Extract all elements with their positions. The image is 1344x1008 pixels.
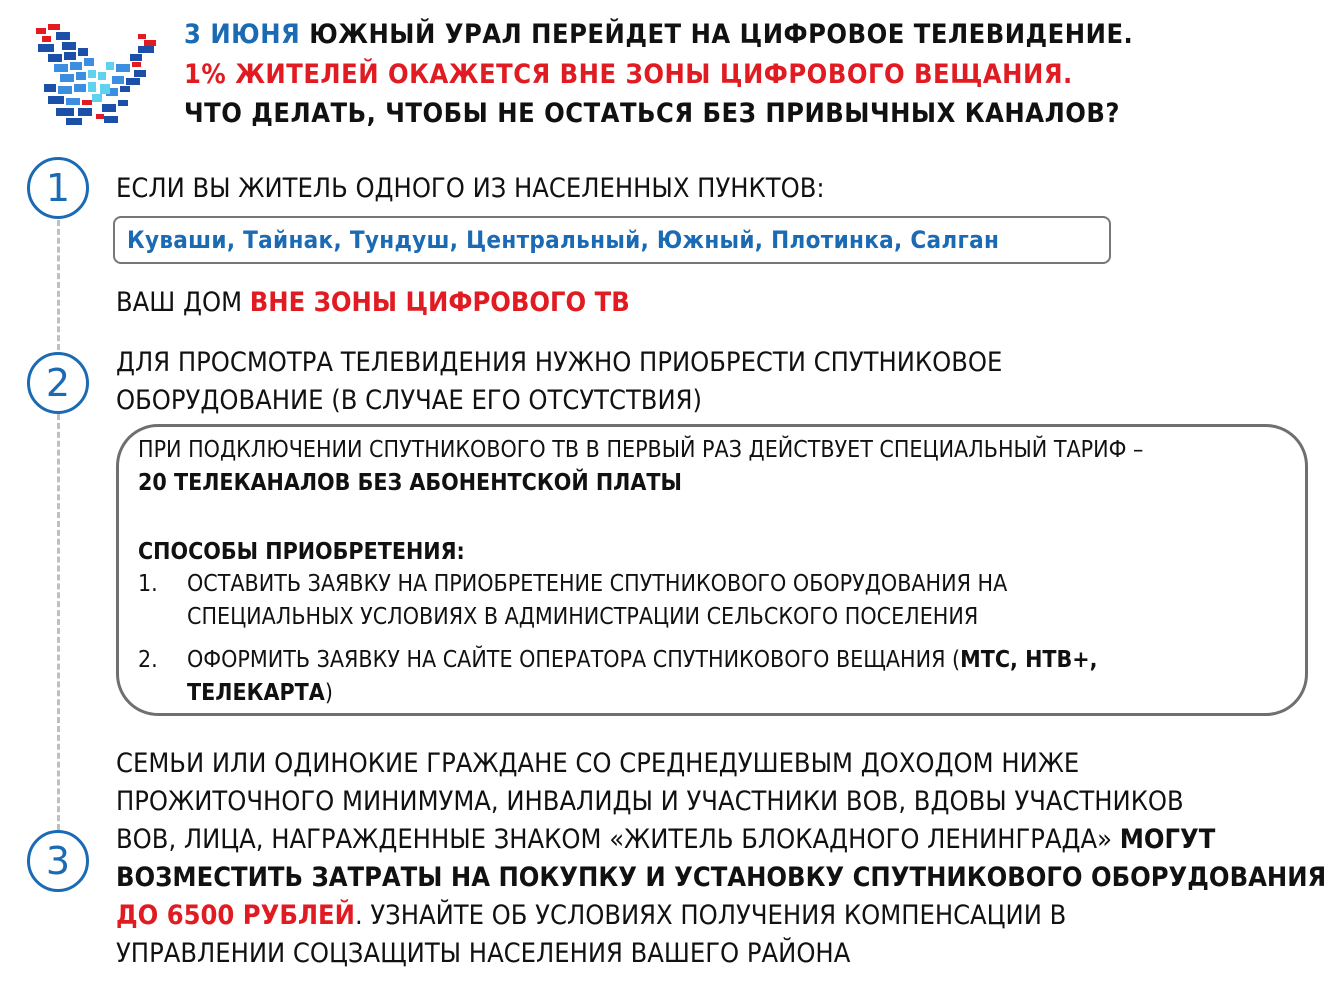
- step-3-line-5: [116, 897, 1066, 935]
- step-3-circle: 3: [27, 830, 89, 892]
- step-1-circle: 1: [27, 157, 89, 219]
- step-3-can: МОГУТ: [1119, 824, 1216, 855]
- method-1-number: 1.: [138, 571, 158, 597]
- method-2-close-paren: ): [324, 680, 333, 706]
- step-2-line-2: ОБОРУДОВАНИЕ (В СЛУЧАЕ ЕГО ОТСУТСТВИЯ): [116, 385, 702, 416]
- step-3-line-6: УПРАВЛЕНИИ СОЦЗАЩИТЫ НАСЕЛЕНИЯ ВАШЕГО РАЙОНА: [116, 938, 851, 969]
- step-3-line-1: СЕМЬИ ИЛИ ОДИНОКИЕ ГРАЖДАНЕ СО СРЕДНЕДУШЕВЫМ ДОХОДОМ НИЖЕ: [116, 748, 1080, 779]
- tariff-line-2: [138, 467, 682, 499]
- step-3-learn-more: . УЗНАЙТЕ ОБ УСЛОВИЯХ ПОЛУЧЕНИЯ КОМПЕНСАЦИИ В: [354, 900, 1067, 931]
- method-2-operator-telekarta: ТЕЛЕКАРТА: [187, 680, 325, 706]
- step-connector-line: [57, 414, 60, 830]
- methods-title-text: СПОСОБЫ ПРИОБРЕТЕНИЯ:: [138, 539, 465, 565]
- villages-list: Куваши, Тайнак, Тундуш, Центральный, Южный, Плотинка, Салган: [113, 216, 1111, 264]
- headline-line-2: 1% ЖИТЕЛЕЙ ОКАЖЕТСЯ ВНЕ ЗОНЫ ЦИФРОВОГО ВЕЩАНИЯ.: [184, 59, 1073, 90]
- result-prefix: ВАШ ДОМ: [116, 287, 243, 318]
- step-1-result: [116, 284, 630, 322]
- tariff-line-1: ПРИ ПОДКЛЮЧЕНИИ СПУТНИКОВОГО ТВ В ПЕРВЫЙ РАЗ ДЕЙСТВУЕТ СПЕЦИАЛЬНЫЙ ТАРИФ –: [138, 437, 1144, 463]
- method-2-line-2: [187, 677, 333, 709]
- method-2-number: 2.: [138, 647, 158, 673]
- headline-text: ЮЖНЫЙ УРАЛ ПЕРЕЙДЕТ НА ЦИФРОВОЕ ТЕЛЕВИДЕНИЕ.: [309, 19, 1134, 50]
- headline-line-1: [184, 18, 1133, 52]
- method-1-line-2: СПЕЦИАЛЬНЫХ УСЛОВИЯХ В АДМИНИСТРАЦИИ СЕЛЬСКОГО ПОСЕЛЕНИЯ: [187, 604, 979, 630]
- result-highlight: ВНЕ ЗОНЫ ЦИФРОВОГО ТВ: [249, 287, 630, 318]
- butterfly-logo-icon: [34, 22, 162, 128]
- compensation-amount: ДО 6500 РУБЛЕЙ: [116, 900, 355, 931]
- headline-line-3: ЧТО ДЕЛАТЬ, ЧТОБЫ НЕ ОСТАТЬСЯ БЕЗ ПРИВЫЧНЫХ КАНАЛОВ?: [184, 98, 1120, 129]
- methods-title: [138, 536, 465, 568]
- step-3-line-2: ПРОЖИТОЧНОГО МИНИМУМА, ИНВАЛИДЫ И УЧАСТНИКИ ВОВ, ВДОВЫ УЧАСТНИКОВ: [116, 786, 1184, 817]
- step-3-eligible: ВОВ, ЛИЦА, НАГРАЖДЕННЫЕ ЗНАКОМ «ЖИТЕЛЬ БЛОКАДНОГО ЛЕНИНГРАДА»: [116, 824, 1113, 855]
- step-3-line-4: [116, 859, 1326, 897]
- step-connector-line: [57, 220, 60, 350]
- method-1-line-1: ОСТАВИТЬ ЗАЯВКУ НА ПРИОБРЕТЕНИЕ СПУТНИКОВОГО ОБОРУДОВАНИЯ НА: [187, 571, 1008, 597]
- step-2-line-1: ДЛЯ ПРОСМОТРА ТЕЛЕВИДЕНИЯ НУЖНО ПРИОБРЕСТИ СПУТНИКОВОЕ: [116, 347, 1003, 378]
- method-2-line-1: [187, 644, 1097, 676]
- step-2-circle: 2: [27, 352, 89, 414]
- method-2-operators: МТС, НТВ+,: [960, 647, 1098, 673]
- headline-date: 3 ИЮНЯ: [184, 19, 301, 50]
- step-3-compensation: ВОЗМЕСТИТЬ ЗАТРАТЫ НА ПОКУПКУ И УСТАНОВКУ СПУТНИКОВОГО ОБОРУДОВАНИЯ: [116, 862, 1327, 893]
- tariff-highlight: 20 ТЕЛЕКАНАЛОВ БЕЗ АБОНЕНТСКОЙ ПЛАТЫ: [138, 470, 682, 496]
- step-1-intro: ЕСЛИ ВЫ ЖИТЕЛЬ ОДНОГО ИЗ НАСЕЛЕННЫХ ПУНКТОВ:: [116, 173, 825, 204]
- step-3-line-3: [116, 821, 1215, 859]
- method-2-text: ОФОРМИТЬ ЗАЯВКУ НА САЙТЕ ОПЕРАТОРА СПУТНИКОВОГО ВЕЩАНИЯ (: [187, 647, 961, 673]
